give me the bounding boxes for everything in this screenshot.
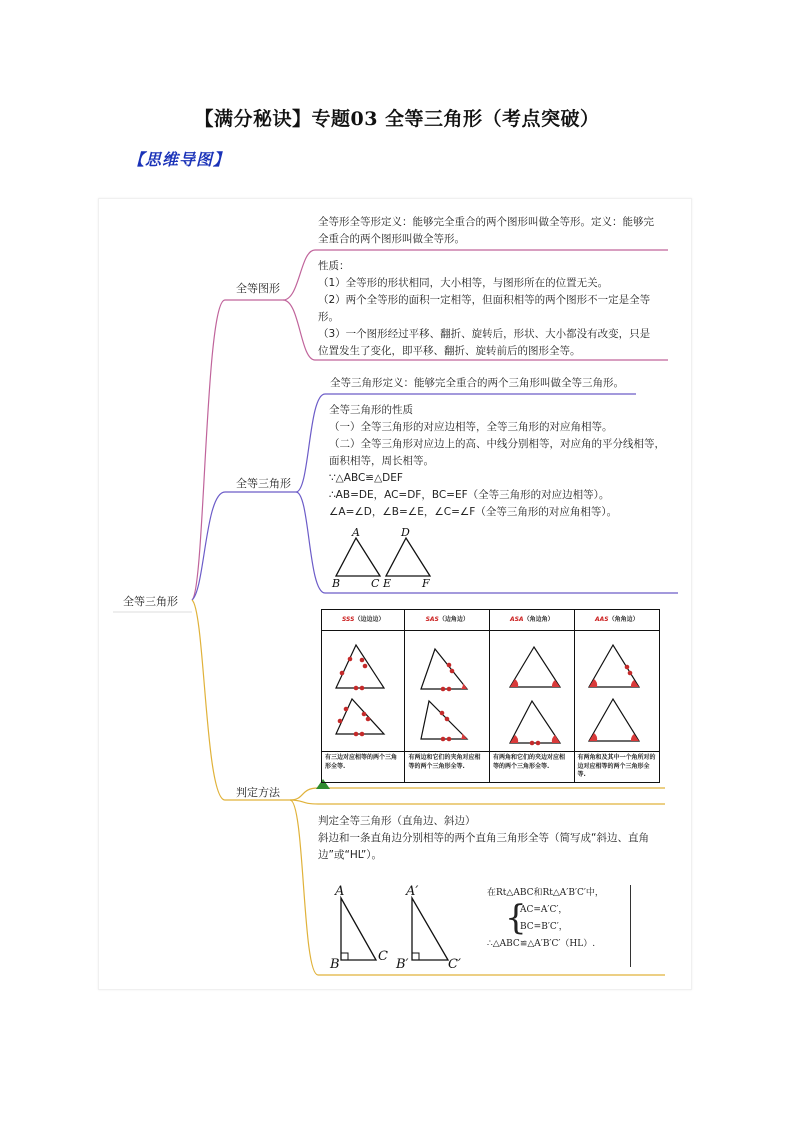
header-asa bbox=[490, 610, 575, 631]
vertex-label: F bbox=[422, 577, 430, 590]
text-line: 性质： bbox=[318, 260, 350, 272]
hl-proof bbox=[480, 885, 631, 967]
triangle-abc bbox=[336, 538, 380, 576]
header-sss bbox=[322, 610, 405, 631]
branch-label-triangles: 全等三角形 bbox=[236, 477, 291, 490]
abbr: AAS bbox=[594, 616, 609, 623]
right-angle-mark bbox=[412, 953, 419, 960]
triangle-definition: 全等三角形定义：能够完全重合的两个三角形叫做全等三角形。 bbox=[330, 377, 624, 389]
triangle-properties bbox=[329, 402, 679, 521]
root-node: 全等三角形 bbox=[123, 595, 178, 608]
vertex-label: C bbox=[371, 577, 380, 590]
proof-line: AC=A′C′， bbox=[520, 905, 568, 915]
abbr: ASA bbox=[509, 616, 524, 623]
header-sas bbox=[405, 610, 490, 631]
aas-caption: 有两角和及其中一个角所对的边对应相等的两个三角形全等. bbox=[574, 752, 659, 783]
text-line: 全等形全等形定义：能够完全重合的两个图形叫做全等形。定义：能够完 bbox=[318, 216, 654, 228]
text-line: （二）全等三角形对应边上的高、中线分别相等，对应角的平分线相等， bbox=[329, 438, 665, 450]
text-line: 斜边和一条直角边分别相等的两个直角三角形全等（简写成“斜边、直角 bbox=[318, 832, 649, 844]
triangle-def bbox=[386, 538, 430, 576]
triangle-abc bbox=[341, 898, 376, 960]
proof-brace-group bbox=[505, 898, 630, 938]
name: （边边边） bbox=[354, 616, 385, 623]
figure-properties bbox=[318, 258, 678, 360]
branch3-sub1 bbox=[290, 788, 665, 800]
triangle-abc-prime bbox=[412, 898, 448, 960]
name: （角角边） bbox=[608, 616, 639, 623]
figure-definition bbox=[318, 214, 678, 248]
sas-caption: 有两边和它们的夹角对应相等的两个三角形全等. bbox=[405, 752, 490, 783]
vertex-label: C′ bbox=[448, 957, 461, 970]
criteria-table bbox=[321, 609, 660, 783]
asa-caption: 有两角和它们的夹边对应相等的两个三角形全等. bbox=[490, 752, 575, 783]
text-line: ∴AB=DE，AC=DF，BC=EF（全等三角形的对应边相等）。 bbox=[329, 489, 610, 501]
right-angle-mark bbox=[341, 953, 348, 960]
text-line: （1）全等形的形状相同，大小相等，与图形所在的位置无关。 bbox=[318, 277, 609, 289]
sss-caption: 有三边对应相等的两个三角形全等. bbox=[322, 752, 405, 783]
vertex-label: E bbox=[383, 577, 392, 590]
text-line: 边”或“HL”）。 bbox=[318, 849, 383, 861]
vertex-label: A′ bbox=[406, 884, 419, 899]
name: （角边角） bbox=[523, 616, 554, 623]
vertex-label: C bbox=[378, 949, 388, 964]
abbr: SAS bbox=[425, 616, 439, 623]
vertex-label: B bbox=[332, 577, 341, 590]
text-line: （3）一个图形经过平移、翻折、旋转后，形状、大小都没有改变，只是 bbox=[318, 328, 651, 340]
abbr: SSS bbox=[341, 616, 355, 623]
text-line: ∠A=∠D，∠B=∠E，∠C=∠F（全等三角形的对应角相等）。 bbox=[329, 506, 618, 518]
sss-figure bbox=[322, 631, 404, 747]
vertex-label: B′ bbox=[396, 957, 409, 970]
text-line: 位置发生了变化，即平移、翻折、旋转前后的图形全等。 bbox=[318, 345, 581, 357]
branch3-sub3 bbox=[290, 800, 665, 804]
hl-section bbox=[318, 813, 668, 864]
vertex-label: A bbox=[335, 884, 345, 899]
text-line: ∵△ABC≌△DEF bbox=[329, 472, 403, 484]
aas-figure bbox=[575, 631, 657, 747]
vertex-label: D bbox=[401, 526, 410, 539]
table-caption-row bbox=[322, 752, 660, 783]
text-line: 全重合的两个图形叫做全等形。 bbox=[318, 233, 465, 245]
text-line: （2）两个全等形的面积一定相等，但面积相等的两个图形不一定是全等 bbox=[318, 294, 651, 306]
vertex-label: B bbox=[330, 957, 340, 970]
table-figure-row bbox=[322, 631, 660, 752]
brace-icon: { bbox=[505, 898, 527, 938]
sas-figure-cell bbox=[405, 631, 490, 752]
section-label: 【思维导图】 bbox=[128, 150, 231, 169]
header-aas bbox=[574, 610, 659, 631]
sss-figure-cell bbox=[322, 631, 405, 752]
proof-line: ∴△ABC≌△A′B′C′（HL）. bbox=[487, 939, 596, 949]
proof-line: BC=B′C′， bbox=[520, 922, 568, 932]
branch3-connector bbox=[192, 600, 290, 800]
vertex-label: A bbox=[352, 526, 360, 539]
proof-line: 在Rt△ABC和Rt△A′B′C′中， bbox=[487, 888, 604, 898]
branch-label-criteria: 判定方法 bbox=[236, 786, 280, 799]
name: （边角边） bbox=[438, 616, 469, 623]
branch1-connector bbox=[192, 300, 283, 600]
congruent-triangles-figure bbox=[328, 524, 438, 590]
sas-figure bbox=[405, 631, 487, 747]
text-line: 全等三角形的性质 bbox=[329, 404, 413, 416]
asa-figure bbox=[490, 631, 572, 747]
aas-figure-cell bbox=[574, 631, 659, 752]
hl-right-triangles-figure bbox=[326, 882, 476, 970]
text-line: 面积相等，周长相等。 bbox=[329, 455, 434, 467]
hl-title: 判定全等三角形（直角边、斜边） bbox=[318, 815, 476, 827]
table-header-row bbox=[322, 610, 660, 631]
branch-label-figures: 全等图形 bbox=[236, 282, 280, 295]
branch2-connector bbox=[192, 492, 296, 600]
text-line: （一）全等三角形的对应边相等，全等三角形的对应角相等。 bbox=[329, 421, 613, 433]
asa-figure-cell bbox=[490, 631, 575, 752]
page-title: 【满分秘诀】专题03 全等三角形（考点突破） bbox=[194, 108, 600, 130]
text-line: 形。 bbox=[318, 311, 339, 323]
